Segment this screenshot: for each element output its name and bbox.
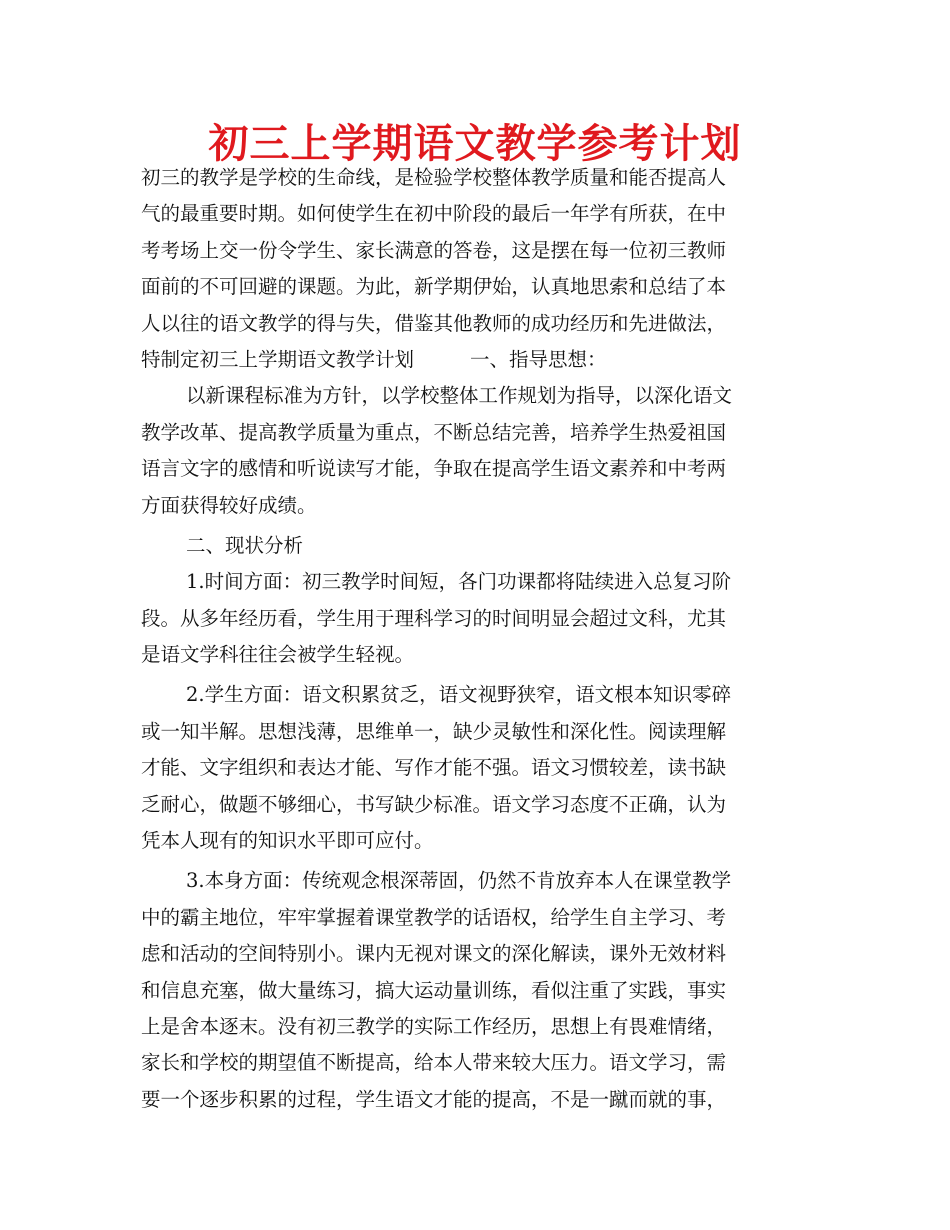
self-line: 中的霸主地位，牢牢掌握着课堂教学的话语权，给学生自主学习、考 bbox=[141, 905, 727, 929]
intro-line: 面前的不可回避的课题。为此，新学期伊始，认真地思索和总结了本 bbox=[141, 275, 727, 299]
document-title: 初三上学期语文教学参考计划 bbox=[208, 121, 742, 167]
student-line: 凭本人现有的知识水平即可应付。 bbox=[141, 829, 434, 853]
student-line: 或一知半解。思想浅薄，思维单一，缺少灵敏性和深化性。阅读理解 bbox=[141, 719, 727, 743]
student-line: 才能、文字组织和表达才能、写作才能不强。语文习惯较差，读书缺 bbox=[141, 756, 727, 780]
time-line: 1.时间方面：初三教学时间短，各门功课都将陆续进入总复习阶 bbox=[186, 570, 732, 594]
section-heading-status: 二、现状分析 bbox=[186, 533, 304, 557]
self-line: 上是舍本逐末。没有初三教学的实际工作经历，思想上有畏难情绪， bbox=[141, 1014, 727, 1038]
section-heading-guiding: 一、指导思想： bbox=[470, 347, 607, 371]
intro-line: 初三的教学是学校的生命线，是检验学校整体教学质量和能否提高人 bbox=[141, 166, 727, 189]
self-line: 和信息充塞，做大量练习，搞大运动量训练，看似注重了实践，事实 bbox=[141, 978, 727, 1002]
time-line: 段。从多年经历看，学生用于理科学习的时间明显会超过文科，尤其 bbox=[141, 606, 727, 630]
student-line: 2.学生方面：语文积累贫乏，语文视野狭窄，语文根本知识零碎 bbox=[186, 683, 732, 707]
self-line: 虑和活动的空间特别小。课内无视对课文的深化解读，课外无效材料 bbox=[141, 942, 727, 966]
intro-line: 人以往的语文教学的得与失，借鉴其他教师的成功经历和先进做法， bbox=[141, 311, 727, 335]
self-line: 家长和学校的期望值不断提高，给本人带来较大压力。语文学习，需 bbox=[141, 1051, 727, 1075]
self-line: 要一个逐步积累的过程，学生语文才能的提高，不是一蹴而就的事， bbox=[141, 1087, 727, 1111]
guiding-line: 语言文字的感情和听说读写才能，争取在提高学生语文素养和中考两 bbox=[141, 457, 727, 481]
intro-last-line bbox=[141, 342, 813, 378]
self-line: 3.本身方面：传统观念根深蒂固，仍然不肯放弃本人在课堂教学 bbox=[186, 869, 732, 893]
guiding-line: 教学改革、提高教学质量为重点，不断总结完善，培养学生热爱祖国 bbox=[141, 420, 727, 444]
time-line: 是语文学科往往会被学生轻视。 bbox=[141, 643, 415, 667]
student-line: 乏耐心，做题不够细心，书写缺少标准。语文学习态度不正确，认为 bbox=[141, 792, 727, 816]
guiding-line: 以新课程标准为方针，以学校整体工作规划为指导，以深化语文 bbox=[186, 384, 733, 408]
intro-line: 气的最重要时期。如何使学生在初中阶段的最后一年学有所获，在中 bbox=[141, 202, 727, 226]
guiding-line: 方面获得较好成绩。 bbox=[141, 493, 317, 517]
document-body bbox=[141, 160, 813, 1118]
intro-line: 考考场上交一份令学生、家长满意的答卷，这是摆在每一位初三教师 bbox=[141, 238, 727, 262]
intro-last-text: 特制定初三上学期语文教学计划 bbox=[141, 347, 415, 371]
